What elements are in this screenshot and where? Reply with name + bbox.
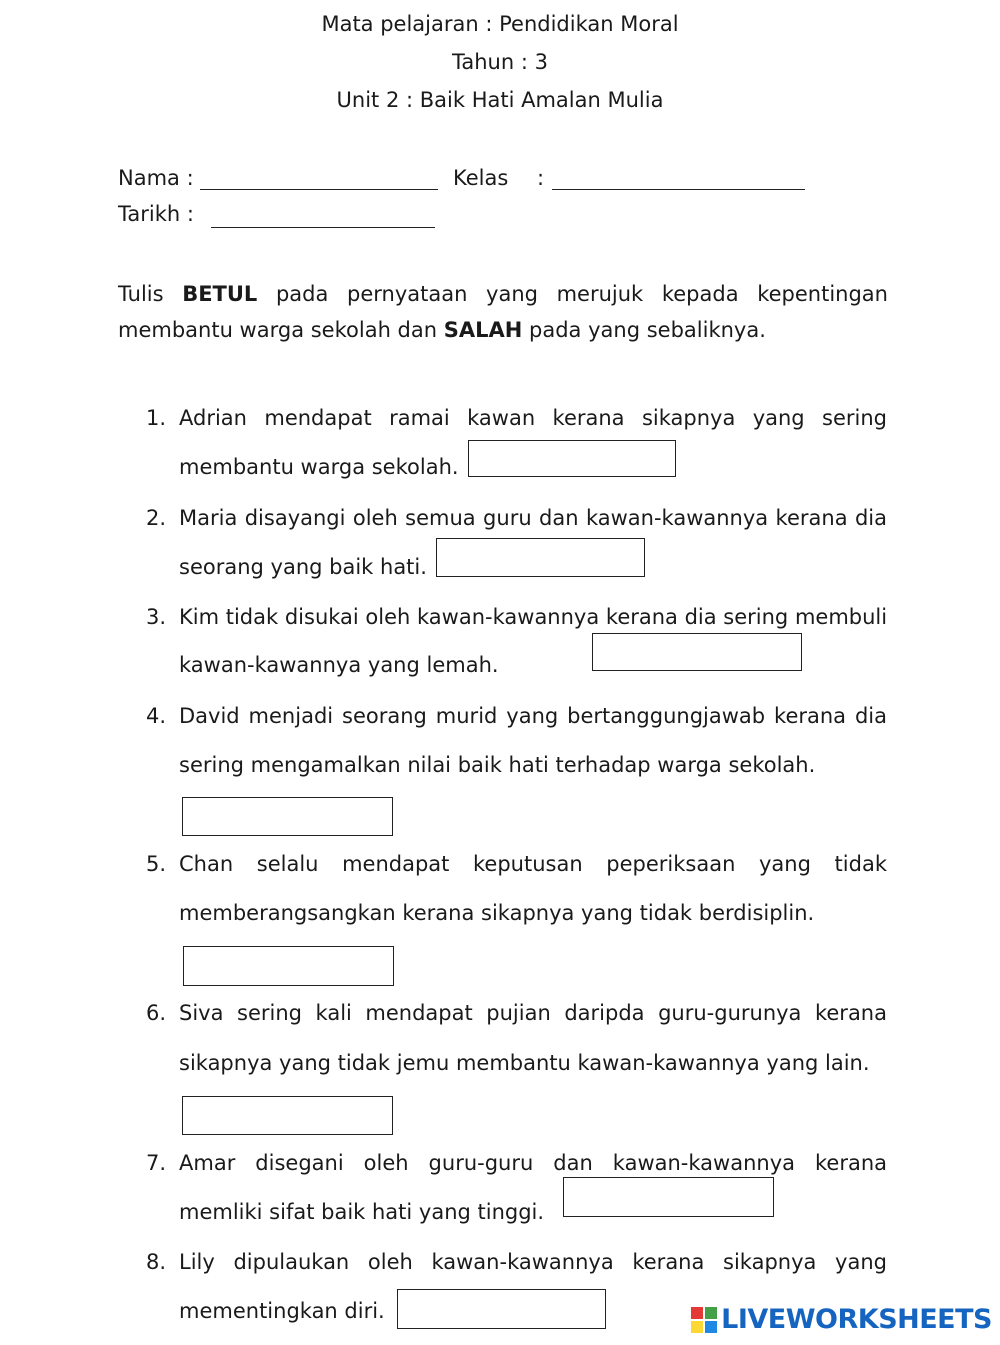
question-text: memliki sifat baik hati yang tinggi. [179, 1200, 545, 1224]
question-text: Amar disegani oleh guru-guru dan kawan-kawannya kerana [179, 1151, 887, 1175]
question-text: Lily dipulaukan oleh kawan-kawannya kerana sikapnya yang [179, 1250, 887, 1274]
answer-box-3[interactable] [592, 633, 802, 671]
question-text: sikapnya yang tidak jemu membantu kawan-kawannya yang lain. [179, 1051, 870, 1075]
instruction-word: Tulis [118, 282, 164, 306]
answer-box-8[interactable] [397, 1289, 606, 1329]
answer-box-1[interactable] [468, 440, 676, 477]
question-text: Kim tidak disukai oleh kawan-kawannya kerana dia sering membuli [179, 605, 888, 629]
logo-square [691, 1321, 703, 1333]
question-text: Siva sering kali mendapat pujian daripda guru-gurunya kerana [179, 1001, 887, 1025]
class-line [552, 189, 805, 190]
instruction-line-1 [118, 276, 888, 313]
name-line [200, 189, 438, 190]
liveworksheets-icon [691, 1307, 717, 1333]
unit-title: Unit 2 : Baik Hati Amalan Mulia [336, 88, 664, 112]
question-text: memberangsangkan kerana sikapnya yang tidak berdisiplin. [179, 901, 815, 925]
answer-box-5[interactable] [183, 946, 394, 986]
question-text: kawan-kawannya yang lemah. [179, 653, 499, 677]
question-number: 1. [146, 406, 167, 430]
answer-box-6[interactable] [182, 1096, 393, 1135]
class-colon: : [537, 166, 545, 190]
liveworksheets-logo[interactable] [691, 1304, 992, 1335]
logo-square [691, 1307, 703, 1319]
question-text: David menjadi seorang murid yang bertanggungjawab kerana dia [179, 704, 887, 728]
date-label: Tarikh : [118, 202, 194, 226]
logo-square [705, 1321, 717, 1333]
question-text: sering mengamalkan nilai baik hati terhadap warga sekolah. [179, 753, 816, 777]
question-number: 5. [146, 852, 167, 876]
class-label: Kelas [453, 166, 509, 190]
question-number: 7. [146, 1151, 167, 1175]
question-text: Maria disayangi oleh semua guru dan kawan-kawannya kerana dia [179, 506, 887, 530]
liveworksheets-wordmark: LIVEWORKSHEETS [721, 1304, 992, 1335]
instruction-text: membantu warga sekolah dan [118, 318, 438, 342]
question-number: 6. [146, 1001, 167, 1025]
answer-box-7[interactable] [563, 1177, 774, 1217]
question-text: seorang yang baik hati. [179, 555, 427, 579]
year-title: Tahun : 3 [452, 50, 548, 74]
subject-title: Mata pelajaran : Pendidikan Moral [321, 12, 679, 36]
name-label: Nama : [118, 166, 194, 190]
instruction-line-2 [118, 318, 766, 342]
question-text: membantu warga sekolah. [179, 455, 459, 479]
date-line [211, 227, 435, 228]
instruction-text: pada pernyataan yang merujuk kepada kepentingan [275, 282, 888, 306]
question-number: 4. [146, 704, 167, 728]
answer-box-4[interactable] [182, 797, 393, 836]
betul-keyword: BETUL [182, 282, 258, 306]
instruction-text: pada yang sebaliknya. [529, 318, 766, 342]
logo-square [705, 1307, 717, 1319]
answer-box-2[interactable] [436, 538, 645, 577]
question-number: 8. [146, 1250, 167, 1274]
salah-keyword: SALAH [443, 318, 523, 342]
question-text: mementingkan diri. [179, 1299, 385, 1323]
question-number: 2. [146, 506, 167, 530]
question-text: Chan selalu mendapat keputusan peperiksaan yang tidak [179, 852, 887, 876]
question-text: Adrian mendapat ramai kawan kerana sikapnya yang sering [179, 406, 887, 430]
question-number: 3. [146, 605, 167, 629]
